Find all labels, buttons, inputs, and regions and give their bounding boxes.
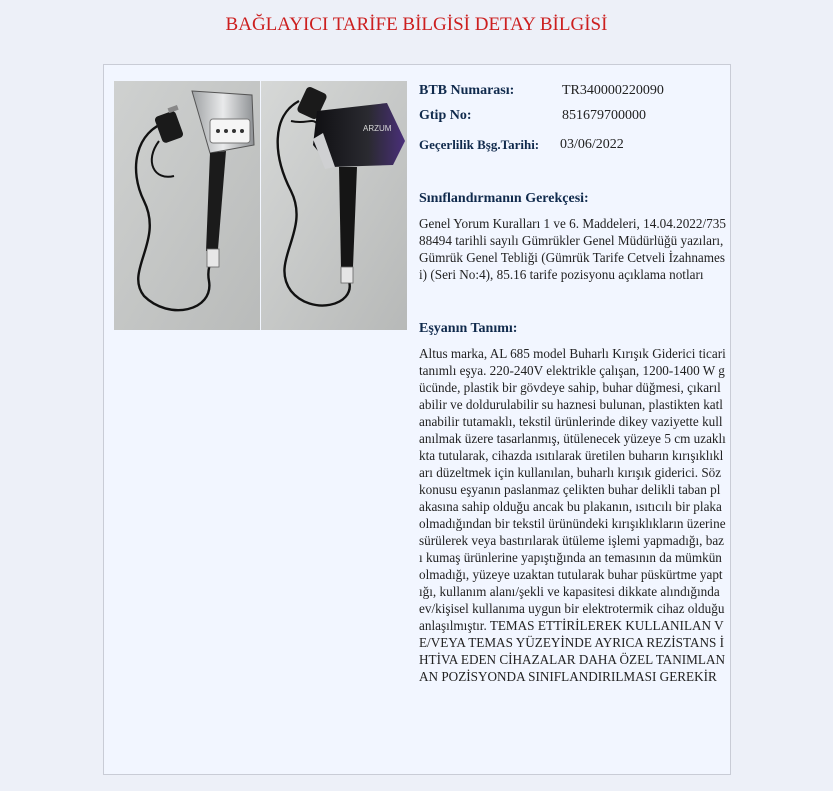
- btb-label: BTB Numarası:: [419, 83, 515, 98]
- product-photos: [114, 81, 406, 330]
- brand-logo: ARZUM: [363, 124, 392, 133]
- steamer-photo-front: [114, 81, 260, 330]
- validity-date-value: 03/06/2022: [560, 137, 624, 152]
- description-text: Altus marka, AL 685 model Buharlı Kırışık Giderici ticari tanımlı eşya. 220-240V elektrikle çalışan, 1200-1400 W gücünde, plastik bir gövdeye sahip, buhar düğmesi, çıkarılabilir ve doldurulabilir su haznesi bulunan, plastikten katlanabilir tutamaklı, tekstil ürünlerinde dikey vaziyette kullanılmak üzere tasarlanmış, ütülenecek yüzeye 5 cm uzaklıkta tutularak, cihazda ısıtılarak üretilen buharın kırışıklıkları düzeltmek için kullanılan, buharlı kırışık giderici. Söz konusu eşyanın paslanmaz çelikten buhar delikli taban plakasına sahip olduğu ancak bu plakanın, ısıtıcılı bir plaka olmadığından bir tekstil ürünündeki kırışıklıkların üzerine sürülerek veya bastırılarak ütüleme işlemi yapmadığı, bazı kumaş ürünlerine yapıştığında an temasının da mümkün olmadığı, yüzeye uzaktan tutularak buhar püskürtme yaptığı, kullanım alanı/şekli ve kapasitesi dikkate alındığında ev/kişisel kullanıma uygun bir elektrotermik cihaz olduğu anlaşılmıştır. TEMAS ETTİRİLEREK KULLANILAN VE/VEYA TEMAS YÜZEYİNDE AYRICA REZİSTANS İHTİVA EDEN CİHAZALAR DAHA ÖZEL TANIMLANAN POZİSYONDA SINIFLANDIRILMASI GEREKİR: [419, 346, 726, 684]
- description-title: Eşyanın Tanımı:: [419, 321, 518, 336]
- page-title: BAĞLAYICI TARİFE BİLGİSİ DETAY BİLGİSİ: [225, 14, 608, 35]
- classification-title: Sınıflandırmanın Gerekçesi:: [419, 191, 589, 206]
- steamer-photo-side: [261, 81, 407, 330]
- classification-text: Genel Yorum Kuralları 1 ve 6. Maddeleri, 14.04.2022/73588494 tarihli sayılı Gümrükler Genel Müdürlüğü yazıları, Gümrük Genel Tebliği (Gümrük Tarife Cetveli İzahnamesi) (Seri No:4), 85.16 tarife pozisyonu açıklama notları: [419, 216, 726, 282]
- btb-value: TR340000220090: [562, 83, 664, 98]
- gtip-label: Gtip No:: [419, 108, 472, 123]
- gtip-value: 851679700000: [562, 108, 646, 123]
- detail-panel: [103, 64, 731, 775]
- validity-date-label: Geçerlilik Bşg.Tarihi:: [419, 137, 540, 152]
